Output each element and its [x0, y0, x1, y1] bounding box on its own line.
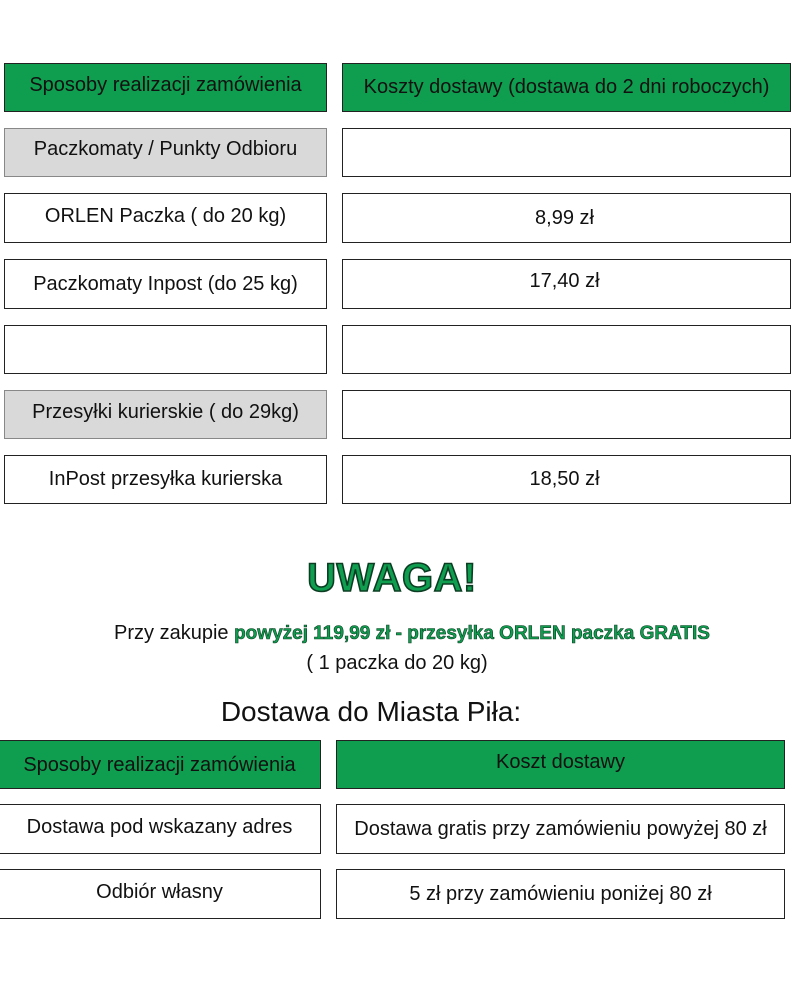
- city-cost-self-pickup: 5 zł przy zamówieniu poniżej 80 zł: [336, 869, 785, 919]
- costs-header: Koszty dostawy (dostawa do 2 dni roboczych): [342, 63, 791, 112]
- city-cost-header: Koszt dostawy: [336, 740, 785, 789]
- method-paczkomaty-inpost: Paczkomaty Inpost (do 25 kg): [4, 259, 327, 309]
- promo-prefix: Przy zakupie: [114, 622, 229, 644]
- promo-note: ( 1 paczka do 20 kg): [306, 652, 488, 674]
- methods-header: Sposoby realizacji zamówienia: [4, 63, 327, 112]
- cost-inpost-courier: 18,50 zł: [342, 455, 791, 504]
- section-cost-empty-courier: [342, 390, 791, 439]
- promo-line: [0, 622, 800, 645]
- section-cost-empty: [342, 128, 791, 177]
- empty-row-cost: [342, 325, 791, 374]
- notice-heading: UWAGA!: [307, 556, 477, 600]
- promo-highlight: powyżej 119,99 zł - przesyłka ORLEN paczka GRATIS: [234, 623, 710, 644]
- city-method-self-pickup: Odbiór własny: [0, 869, 321, 919]
- city-delivery-title: Dostawa do Miasta Piła:: [220, 696, 522, 727]
- cost-orlen-paczka: 8,99 zł: [342, 193, 791, 243]
- city-method-address-delivery: Dostawa pod wskazany adres: [0, 804, 321, 854]
- section-title-courier: Przesyłki kurierskie ( do 29kg): [4, 390, 327, 439]
- section-title-pickup-points: Paczkomaty / Punkty Odbioru: [4, 128, 327, 177]
- city-methods-header: Sposoby realizacji zamówienia: [0, 740, 321, 789]
- empty-row-method: [4, 325, 327, 374]
- city-cost-address-delivery: Dostawa gratis przy zamówieniu powyżej 80 zł: [336, 804, 785, 854]
- method-inpost-courier: InPost przesyłka kurierska: [4, 455, 327, 504]
- cost-paczkomaty-inpost: 17,40 zł: [342, 259, 791, 309]
- method-orlen-paczka: ORLEN Paczka ( do 20 kg): [4, 193, 327, 243]
